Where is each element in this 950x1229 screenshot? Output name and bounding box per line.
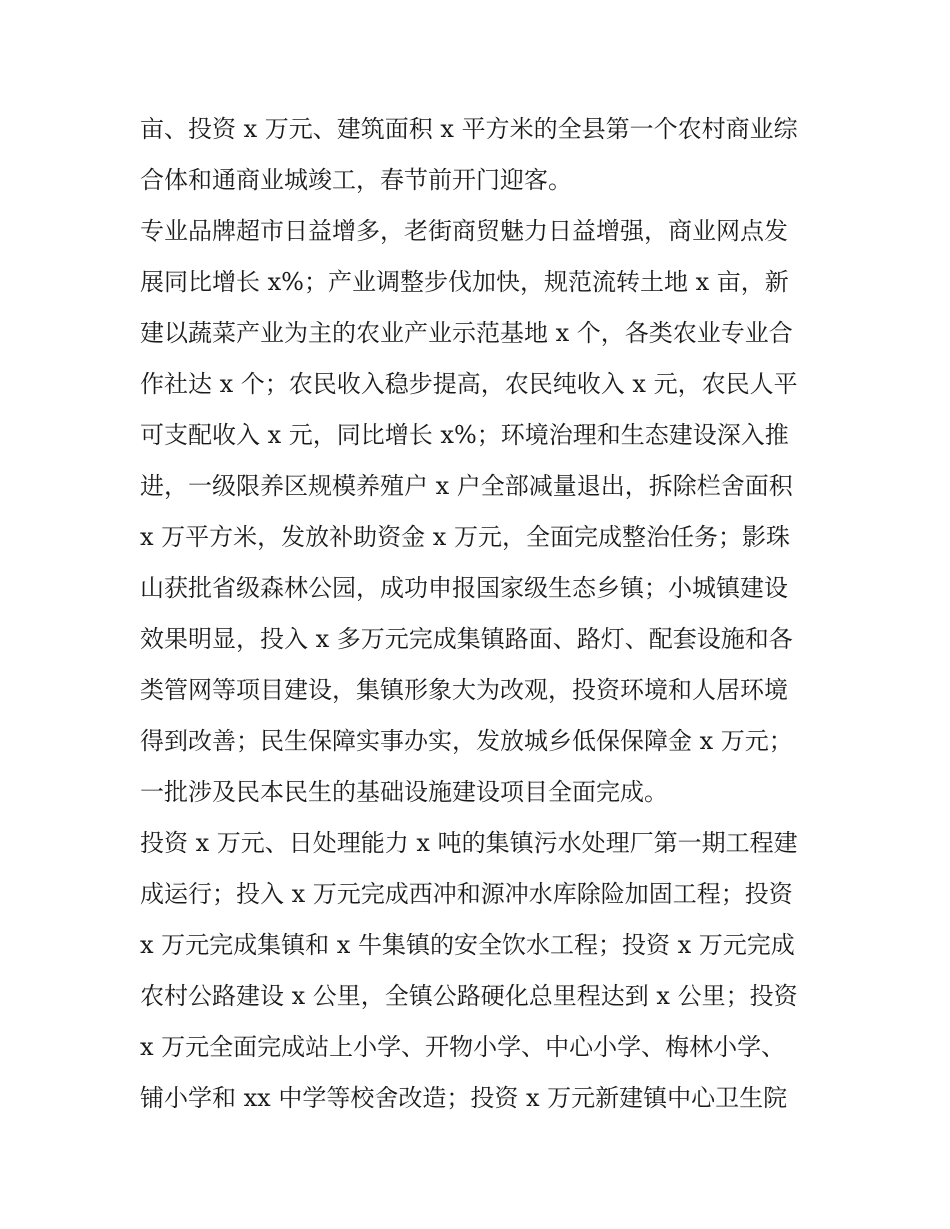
text-line: 可支配收入 x 元，同比增长 x%；环境治理和生态建设深入推 xyxy=(140,421,789,449)
text-line: 专业品牌超市日益增多，老街商贸魅力日益增强，商业网点发 xyxy=(140,217,788,245)
text-line: 投资 x 万元、日处理能力 x 吨的集镇污水处理厂第一期工程建 xyxy=(140,829,798,857)
text-line: x 万平方米，发放补助资金 x 万元，全面完成整治任务；影珠 xyxy=(140,523,790,551)
text-line: 山获批省级森林公园，成功申报国家级生态乡镇；小城镇建设 xyxy=(140,574,788,602)
text-line: 一批涉及民本民生的基础设施建设项目全面完成。 xyxy=(140,778,668,806)
text-line: x 万元全面完成站上小学、开物小学、中心小学、梅林小学、 xyxy=(140,1033,786,1061)
text-line: 作社达 x 个；农民收入稳步提高，农民纯收入 x 元，农民人平 xyxy=(140,370,798,398)
text-line: 亩、投资 x 万元、建筑面积 x 平方米的全县第一个农村商业综 xyxy=(140,115,798,143)
document-body xyxy=(140,104,820,1124)
text-line: 合体和通商业城竣工，春节前开门迎客。 xyxy=(140,166,572,194)
text-line: 铺小学和 xx 中学等校舍改造；投资 x 万元新建镇中心卫生院 xyxy=(140,1084,788,1112)
text-line: 得到改善；民生保障实事办实，发放城乡低保保障金 x 万元； xyxy=(140,727,793,755)
text-line: 展同比增长 x%；产业调整步伐加快，规范流转土地 x 亩，新 xyxy=(140,268,789,296)
text-line: 农村公路建设 x 公里，全镇公路硬化总里程达到 x 公里；投资 xyxy=(140,982,798,1010)
text-line: 进，一级限养区规模养殖户 x 户全部减量退出，拆除栏舍面积 xyxy=(140,472,793,500)
text-line: x 万元完成集镇和 x 牛集镇的安全饮水工程；投资 x 万元完成 xyxy=(140,931,795,959)
text-line: 成运行；投入 x 万元完成西冲和源冲水库除险加固工程；投资 xyxy=(140,880,793,908)
text-line: 类管网等项目建设，集镇形象大为改观，投资环境和人居环境 xyxy=(140,676,788,704)
text-line: 建以蔬菜产业为主的农业产业示范基地 x 个，各类农业专业合 xyxy=(140,319,793,347)
text-line: 效果明显，投入 x 多万元完成集镇路面、路灯、配套设施和各 xyxy=(140,625,793,653)
